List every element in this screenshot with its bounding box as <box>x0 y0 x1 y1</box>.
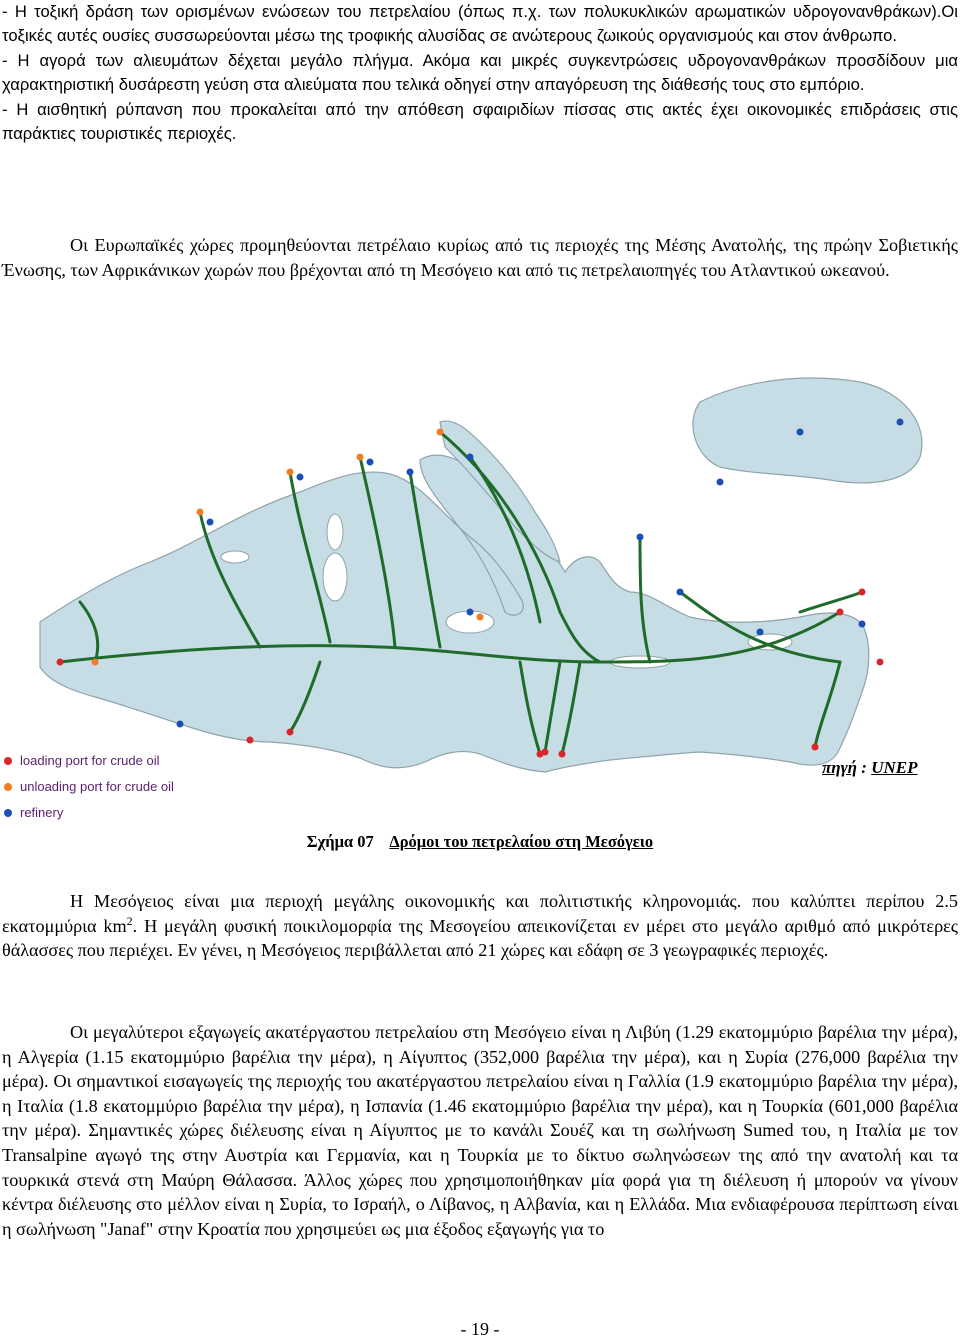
intro-paragraph-block <box>2 233 958 282</box>
intro-paragraph: Οι Ευρωπαϊκές χώρες προμηθεύονται πετρέλαιο κυρίως από τις περιοχές της Μέσης Ανατολής, της πρώην Σοβιετικής Ένωσης, των Αφρικάνικων χωρών που βρέχονται από τη Μεσόγειο και από τις πετρελαιοπηγές του Ατλαντικού ωκεανού. <box>2 235 958 280</box>
page-number: - 19 - <box>460 1319 500 1339</box>
source-prefix: πηγή <box>822 758 858 777</box>
map-legend <box>4 748 174 826</box>
island-corsica <box>327 514 343 550</box>
island-mallorca <box>221 551 249 563</box>
bullet-item: - Η αισθητική ρύπανση που προκαλείται από την απόθεση σφαιριδίων πίσσας στις ακτές έχει οικονομικές επιδράσεις στις παράκτιες τουριστικές περιοχές. <box>2 99 958 144</box>
red-dot-icon <box>4 757 12 765</box>
paragraph-3-block <box>2 1020 958 1241</box>
paragraph-2-block <box>2 889 958 963</box>
map-source <box>822 758 917 778</box>
caption-title: Δρόμοι του πετρελαίου στη Μεσόγειο <box>389 832 654 851</box>
legend-item <box>4 774 174 800</box>
paragraph-2 <box>2 889 958 963</box>
legend-item <box>4 748 174 774</box>
source-separator: : <box>857 758 872 777</box>
figure-caption <box>0 832 960 852</box>
legend-label: unloading port for crude oil <box>20 779 174 794</box>
bullet-item: - Η τοξική δράση των ορισμένων ενώσεων του πετρελαίου (όπως π.χ. των πολυκυκλικών αρωματικών υδρογονανθράκων).Οι τοξικές αυτές ουσίες συσσωρεύονται μέσω της τροφικής αλυσίδας σε ανώτερους ζωικούς οργανισμούς και στον άνθρωπο. <box>2 2 958 46</box>
caption-label: Σχήμα 07 <box>306 832 374 851</box>
blue-dot-icon <box>4 809 12 817</box>
bullet-list <box>2 0 958 146</box>
orange-dot-icon <box>4 783 12 791</box>
paragraph-3: Οι μεγαλύτεροι εξαγωγείς ακατέργαστου πετρελαίου στη Μεσόγειο είναι η Λιβύη (1.29 εκατομμύριο βαρέλια την μέρα), η Αλγερία (1.15 εκατομμύριο βαρέλια την μέρα), η Αίγυπτος (352,000 βαρέλια την μέρα), και η Συρία (276,000 βαρέλια την μέρα). Οι σημαντικοί εισαγωγείς της περιοχής του ακατέργαστου πετρελαίου είναι η Γαλλία (1.9 εκατομμύριο βαρέλια την μέρα), η Ιταλία (1.8 εκατομμύριο βαρέλια την μέρα), η Ισπανία (1.46 εκατομμύριο βαρέλια την μέρα), και η Τουρκία (601,000 βαρέλια την μέρα). Σημαντικές χώρες διέλευσης είναι η Αίγυπτος με το κανάλι Σουέζ και τη σωλήνωση Sumed του, η Ιταλία με τον Transalpine αγωγό της στην Αυστρία και Γερμανία, και η Τουρκία με το δίκτυο σωληνώσεων της από την ανατολή και τα τουρκικά στενά στη Μαύρη Θάλασσα. Άλλος χώρες που χρησιμοποιήθηκαν μία φορά για τη διέλευση ή μπορούν να γίνουν κέντρα διέλευσης στο μέλλον είναι η Συρία, το Ισραήλ, ο Λίβανος, η Αλβανία, και η Ελλάδα. Μια ενδιαφέρουσα περίπτωση είναι η σωλήνωση "Janaf" στην Κροατία που χρησιμεύει ως μια έξοδος εξαγωγής για το <box>2 1022 958 1239</box>
paragraph-2-superscript: 2 <box>126 913 133 928</box>
legend-item <box>4 800 174 826</box>
legend-label: loading port for crude oil <box>20 753 160 768</box>
paragraph-2-text-b: . Η μεγάλη φυσική ποικιλομορφία της Μεσογείου απεικονίζεται εν μέρει στο μεγάλο αριθμό από μικρότερες θάλασσες που περιέχει. Εν γένει, η Μεσόγειος περιβάλλεται από 21 χώρες και εδάφη σε 3 γεωγραφικές περιοχές. <box>2 915 958 961</box>
source-name: UNEP <box>871 758 918 777</box>
paragraph-2-text-a: Η Μεσόγειος είναι μια περιοχή μεγάλης οικονομικής και πολιτιστικής κληρονομιάς. που καλύπτει περίπου 2.5 εκατομμύρια km <box>2 891 958 936</box>
bullet-item: - Η αγορά των αλιευμάτων δέχεται μεγάλο πλήγμα. Ακόμα και μικρές συγκεντρώσεις υδρογονανθράκων προσδίδουν μια χαρακτηριστική δυσάρεστη γεύση στα αλιεύματα που τελικά οδηγεί στην απαγόρευση της διάθεσής τους στο εμπόριο. <box>2 50 958 95</box>
black-sea <box>693 378 922 483</box>
legend-label: refinery <box>20 805 64 820</box>
island-sardinia <box>323 553 347 601</box>
